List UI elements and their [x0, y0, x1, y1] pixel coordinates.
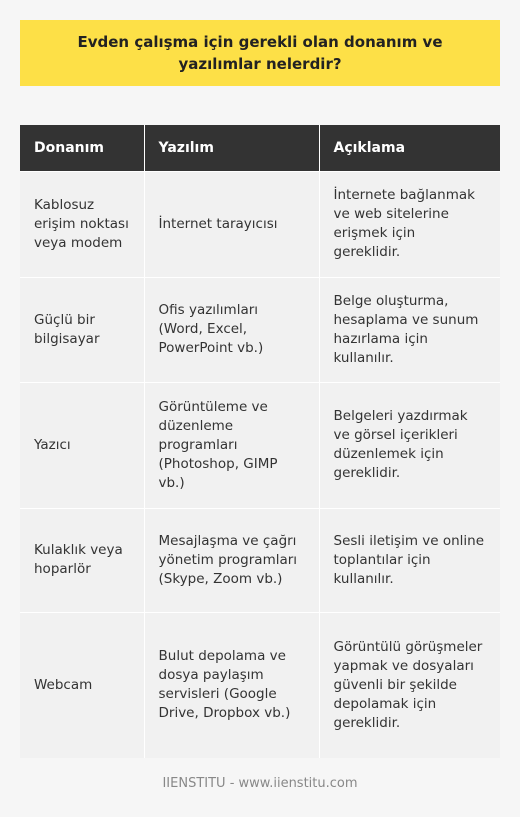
hardware-software-table	[20, 125, 500, 758]
cell-software: İnternet tarayıcısı	[144, 171, 319, 277]
cell-software: Mesajlaşma ve çağrı yönetim programları (Skype, Zoom vb.)	[144, 508, 319, 612]
cell-description: Belge oluşturma, hesaplama ve sunum hazırlama için kullanılır.	[319, 277, 500, 382]
cell-software: Görüntüleme ve düzenleme programları (Photoshop, GIMP vb.)	[144, 382, 319, 508]
table-row	[20, 277, 500, 382]
cell-description: Görüntülü görüşmeler yapmak ve dosyaları güvenli bir şekilde depolamak için gereklidir.	[319, 612, 500, 758]
table-row	[20, 508, 500, 612]
footer-credit: IIENSTITU - www.iienstitu.com	[162, 776, 358, 791]
cell-description: Belgeleri yazdırmak ve görsel içerikleri düzenlemek için gereklidir.	[319, 382, 500, 508]
cell-hardware: Kablosuz erişim noktası veya modem	[20, 171, 144, 277]
header-description: Açıklama	[319, 125, 500, 171]
cell-description: İnternete bağlanmak ve web sitelerine erişmek için gereklidir.	[319, 171, 500, 277]
cell-hardware: Yazıcı	[20, 382, 144, 508]
header-software: Yazılım	[144, 125, 319, 171]
header-hardware: Donanım	[20, 125, 144, 171]
table-row	[20, 382, 500, 508]
cell-software: Ofis yazılımları (Word, Excel, PowerPoint vb.)	[144, 277, 319, 382]
cell-hardware: Güçlü bir bilgisayar	[20, 277, 144, 382]
page-title: Evden çalışma için gerekli olan donanım ve yazılımlar nelerdir?	[20, 20, 500, 86]
table-row	[20, 171, 500, 277]
cell-hardware: Kulaklık veya hoparlör	[20, 508, 144, 612]
cell-description: Sesli iletişim ve online toplantılar için kullanılır.	[319, 508, 500, 612]
cell-software: Bulut depolama ve dosya paylaşım servisleri (Google Drive, Dropbox vb.)	[144, 612, 319, 758]
table-row	[20, 612, 500, 758]
cell-hardware: Webcam	[20, 612, 144, 758]
table-header-row	[20, 125, 500, 171]
